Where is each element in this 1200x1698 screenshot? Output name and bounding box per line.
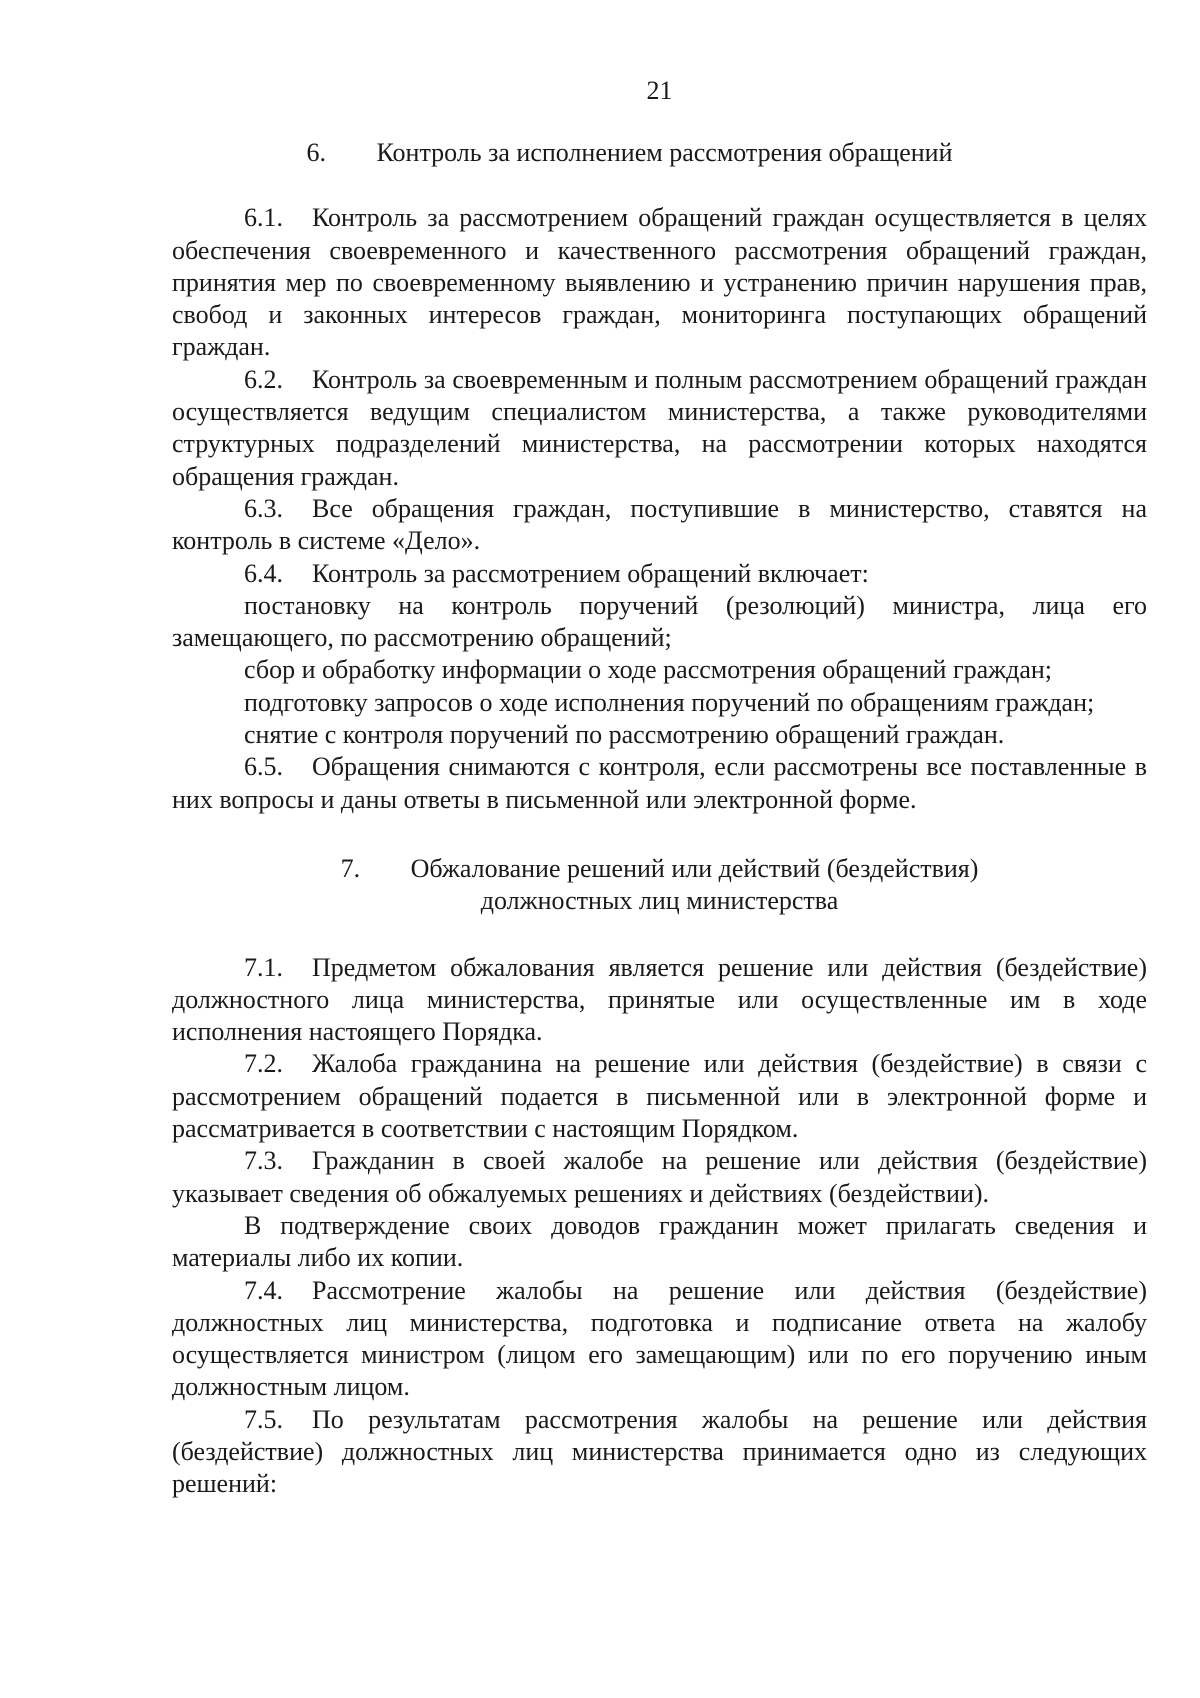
page-number: 21 [646, 76, 673, 105]
list-item-6-4-c [172, 687, 1147, 719]
paragraph-text: Контроль за своевременным и полным рассмотрением обращений граждан осуществляется ведущим специалистом министерства, а также руководителями структурных подразделений министерства, на рассмотрении которых находятся обращения граждан. [172, 364, 1147, 491]
paragraph-number: 6.2. [244, 364, 283, 394]
paragraph-number: 7.4. [244, 1275, 283, 1305]
document-body [172, 137, 1147, 1501]
section-7-title-line1 [172, 853, 1147, 885]
paragraph-text: подготовку запросов о ходе исполнения поручений по обращениям граждан; [244, 687, 1095, 717]
paragraph-number: 6.4. [244, 558, 283, 588]
section-7-title: Обжалование решений или действий (бездействия) [410, 853, 979, 883]
paragraph-7-1 [172, 952, 1147, 1049]
paragraph-7-4 [172, 1275, 1147, 1404]
paragraph-number: 7.1. [244, 952, 283, 982]
paragraph-text: Контроль за рассмотрением обращений граждан осуществляется в целях обеспечения своевременного и качественного рассмотрения обращений граждан, принятия мер по своевременному выявлению и устранению причин нарушения прав, свобод и законных интересов граждан, мониторинга поступающих обращений граждан. [172, 203, 1147, 362]
list-item-6-4-b [172, 654, 1147, 686]
paragraph-number: 6.1. [244, 203, 283, 233]
section-6-title: Контроль за исполнением рассмотрения обращений [376, 138, 953, 167]
paragraph-number: 6.5. [244, 752, 283, 782]
paragraph-6-4 [172, 558, 1147, 590]
paragraph-text: снятие с контроля поручений по рассмотрению обращений граждан. [244, 720, 1005, 750]
paragraph-7-5 [172, 1404, 1147, 1501]
section-7-title-line2: должностных лиц министерства [480, 886, 839, 916]
paragraph-number: 6.3. [244, 493, 283, 523]
paragraph-text: По результатам рассмотрения жалобы на решение или действия (бездействие) должностных лиц министерства принимается одно из следующих решений: [172, 1404, 1147, 1499]
paragraph-text: Все обращения граждан, поступившие в министерство, ставятся на контроль в системе «Дело». [172, 493, 1147, 556]
paragraph-6-3 [172, 493, 1147, 558]
section-7-number: 7. [340, 853, 361, 883]
paragraph-text: Обращения снимаются с контроля, если рассмотрены все поставленные в них вопросы и даны ответы в письменной или электронной форме. [172, 752, 1147, 814]
paragraph-text: Контроль за рассмотрением обращений включает: [312, 558, 869, 588]
paragraph-6-2 [172, 364, 1147, 493]
paragraph-text: Рассмотрение жалобы на решение или действия (бездействие) должностных лиц министерства, подготовка и подписание ответа на жалобу осуществляется министром (лицом его замещающим) или по его поручению иным должностным лицом. [172, 1275, 1147, 1402]
paragraph-text: сбор и обработку информации о ходе рассмотрения обращений граждан; [244, 655, 1053, 685]
paragraph-7-2 [172, 1048, 1147, 1145]
list-item-6-4-d [172, 719, 1147, 751]
paragraph-text: В подтверждение своих доводов гражданин может прилагать сведения и материалы либо их копии. [172, 1210, 1147, 1273]
paragraph-number: 7.2. [244, 1049, 283, 1079]
list-item-6-4-a [172, 590, 1147, 655]
paragraph-text: Предметом обжалования является решение или действия (бездействие) должностного лица министерства, принятые или осуществленные им в ходе исполнения настоящего Порядка. [172, 952, 1147, 1047]
paragraph-7-3 [172, 1145, 1147, 1210]
section-6-heading [172, 137, 1147, 169]
section-7-heading [172, 853, 1147, 918]
paragraph-text: Жалоба гражданина на решение или действия (бездействие) в связи с рассмотрением обращений подается в письменной или в электронной форме и рассматривается в соответствии с настоящим Порядком. [172, 1049, 1147, 1144]
paragraph-number: 7.5. [244, 1404, 283, 1434]
paragraph-text: постановку на контроль поручений (резолюций) министра, лица его замещающего, по рассмотрению обращений; [172, 590, 1147, 653]
paragraph-6-5 [172, 751, 1147, 816]
section-6-number: 6. [306, 138, 326, 167]
paragraph-number: 7.3. [244, 1146, 283, 1176]
paragraph-7-3-note [172, 1210, 1147, 1275]
paragraph-text: Гражданин в своей жалобе на решение или действия (бездействие) указывает сведения об обжалуемых решениях и действиях (бездействии). [172, 1146, 1147, 1208]
paragraph-6-1 [172, 202, 1147, 363]
